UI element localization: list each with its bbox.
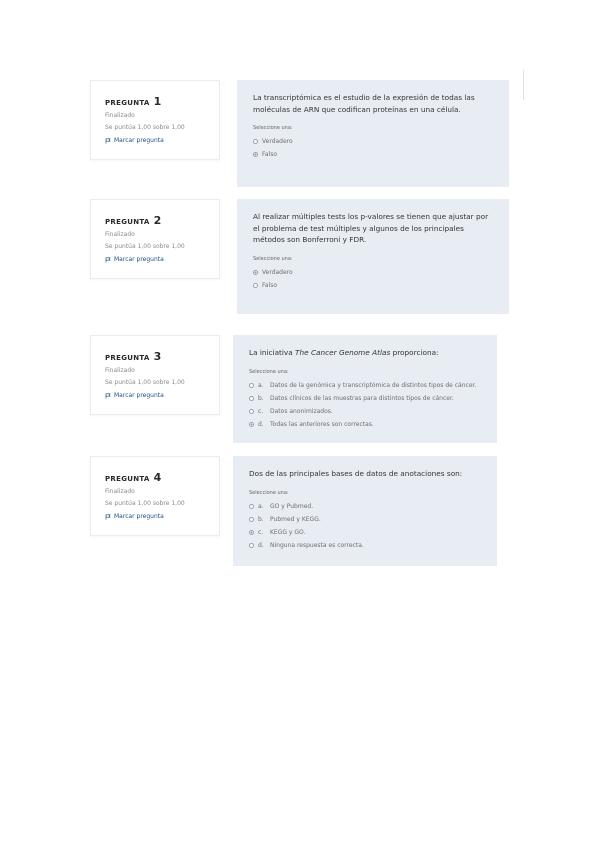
flag-icon	[105, 393, 111, 399]
option-a[interactable]	[249, 379, 481, 392]
flag-label: Marcar pregunta	[114, 137, 164, 145]
flag-question-link[interactable]	[105, 137, 205, 144]
radio-button[interactable]	[253, 139, 258, 144]
option-b[interactable]	[249, 513, 481, 526]
option-letter: b.	[258, 394, 264, 402]
select-prompt: Seleccione una:	[249, 368, 289, 375]
option-false[interactable]	[253, 279, 493, 292]
question-word: PREGUNTA	[105, 218, 150, 226]
option-label: Pubmed y KEGG.	[270, 515, 321, 523]
option-true[interactable]	[253, 266, 493, 279]
flag-label: Marcar pregunta	[114, 256, 164, 264]
option-label: Verdadero	[262, 138, 293, 146]
question-status: Finalizado	[105, 367, 135, 374]
flag-question-link[interactable]	[105, 256, 205, 263]
question-info-3	[90, 335, 220, 415]
option-label: Verdadero	[262, 269, 293, 277]
question-text: Dos de las principales bases de datos de anotaciones son:	[249, 469, 463, 478]
question-text	[249, 347, 481, 359]
flag-icon	[105, 514, 111, 520]
option-c[interactable]	[249, 405, 481, 418]
question-score: Se puntúa 1,00 sobre 1,00	[105, 242, 185, 250]
flag-icon	[105, 257, 111, 263]
question-text: La transcriptómica es el estudio de la expresión de todas las moléculas de ARN que codifican proteínas en una célula.	[253, 93, 475, 114]
option-d[interactable]	[249, 418, 481, 431]
option-c[interactable]	[249, 526, 481, 539]
flag-label: Marcar pregunta	[114, 513, 164, 521]
flag-icon	[105, 138, 111, 144]
option-letter: b.	[258, 515, 264, 523]
question-score: Se puntúa 1,00 sobre 1,00	[105, 499, 185, 507]
question-text-before: La iniciativa	[249, 348, 296, 357]
question-info-1	[90, 80, 220, 160]
question-title	[105, 471, 205, 484]
option-letter: a.	[258, 502, 264, 510]
flag-label: Marcar pregunta	[114, 392, 164, 400]
question-text-italic: The Cancer Genome Atlas	[295, 348, 391, 357]
option-letter: a.	[258, 381, 264, 389]
option-d[interactable]	[249, 539, 481, 552]
flag-question-link[interactable]	[105, 513, 205, 520]
question-content-3	[233, 335, 497, 443]
option-label: KEGG y GO.	[270, 528, 306, 536]
question-word: PREGUNTA	[105, 99, 150, 107]
scrollbar-stub	[523, 70, 524, 100]
option-letter: d.	[258, 541, 264, 549]
question-score: Se puntúa 1,00 sobre 1,00	[105, 123, 185, 131]
option-letter: c.	[258, 528, 264, 536]
question-status: Finalizado	[105, 112, 135, 119]
question-content-4	[233, 456, 497, 566]
question-number: 3	[153, 350, 162, 363]
radio-button[interactable]	[249, 543, 254, 548]
question-title	[105, 95, 205, 108]
radio-button[interactable]	[249, 504, 254, 509]
question-number: 1	[153, 95, 162, 108]
radio-button-selected[interactable]	[253, 152, 258, 157]
radio-button-selected[interactable]	[253, 270, 258, 275]
question-title	[105, 214, 205, 227]
question-score: Se puntúa 1,00 sobre 1,00	[105, 378, 185, 386]
option-label: Todas las anteriores son correctas.	[270, 420, 374, 428]
option-a[interactable]	[249, 500, 481, 513]
option-label: Datos clínicos de las muestras para distintos tipos de cáncer.	[270, 394, 454, 402]
question-title	[105, 350, 205, 363]
radio-button[interactable]	[249, 383, 254, 388]
question-content-2	[237, 199, 509, 314]
question-content-1	[237, 80, 509, 187]
radio-button-selected[interactable]	[249, 530, 254, 535]
option-label: Falso	[262, 151, 278, 159]
option-label: GO y Pubmed.	[270, 502, 314, 510]
option-label: Datos anonimizados.	[270, 407, 333, 415]
question-status: Finalizado	[105, 488, 135, 495]
question-info-4	[90, 456, 220, 536]
select-prompt: Seleccione una:	[253, 125, 293, 132]
option-letter: c.	[258, 407, 264, 415]
question-text-after: proporciona:	[390, 348, 439, 357]
question-number: 4	[153, 471, 162, 484]
question-text: Al realizar múltiples tests los p-valores se tienen que ajustar por el problema de test múltiples y algunos de los principales métodos son Bonferroni y FDR.	[253, 212, 489, 245]
question-status: Finalizado	[105, 231, 135, 238]
radio-button-selected[interactable]	[249, 422, 254, 427]
question-info-2	[90, 199, 220, 279]
radio-button[interactable]	[249, 396, 254, 401]
radio-button[interactable]	[249, 409, 254, 414]
option-letter: d.	[258, 420, 264, 428]
option-label: Falso	[262, 282, 278, 290]
option-label: Datos de la genómica y transcriptómica de distintos tipos de cáncer.	[270, 381, 477, 389]
radio-button[interactable]	[249, 517, 254, 522]
question-number: 2	[153, 214, 162, 227]
option-true[interactable]	[253, 135, 493, 148]
option-false[interactable]	[253, 148, 493, 161]
question-word: PREGUNTA	[105, 354, 150, 362]
flag-question-link[interactable]	[105, 392, 205, 399]
question-word: PREGUNTA	[105, 475, 150, 483]
select-prompt: Seleccione una:	[253, 256, 293, 263]
option-b[interactable]	[249, 392, 481, 405]
option-label: Ninguna respuesta es correcta.	[270, 541, 364, 549]
radio-button[interactable]	[253, 283, 258, 288]
select-prompt: Seleccione una:	[249, 489, 289, 496]
